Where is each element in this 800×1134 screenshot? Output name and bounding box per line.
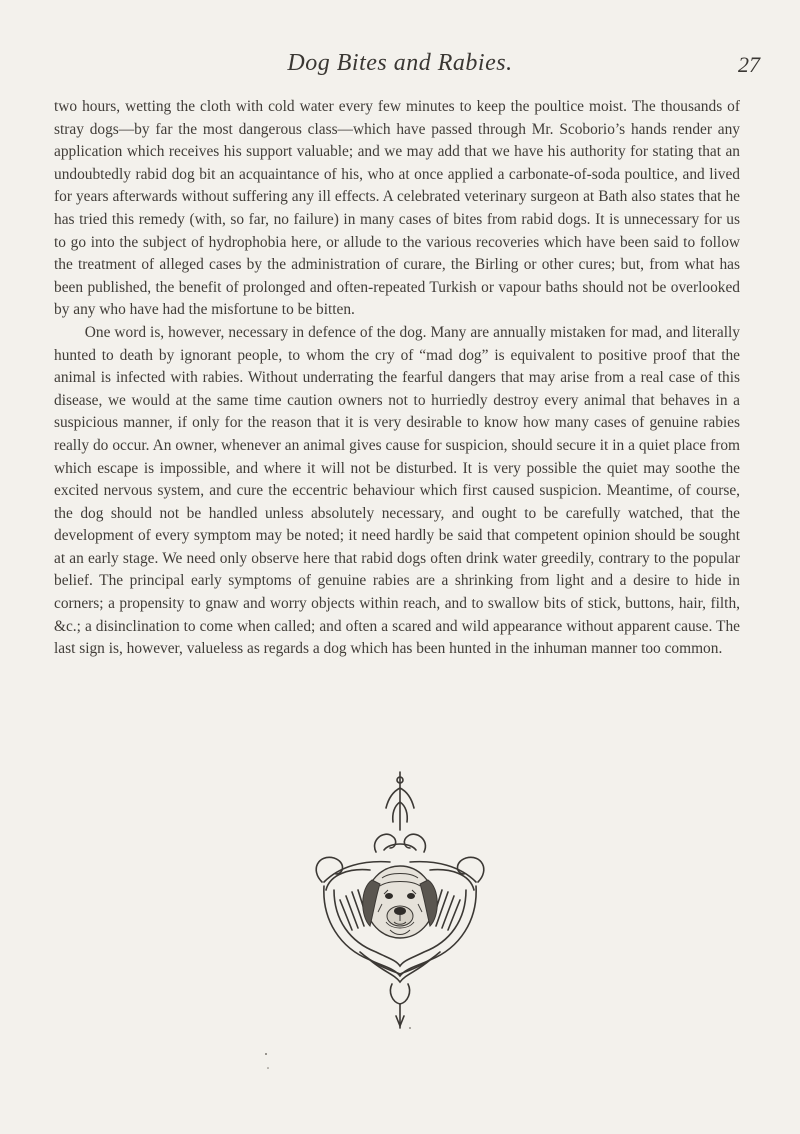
- dog-head-tailpiece-ornament: [300, 770, 500, 1030]
- page-header: [0, 50, 800, 86]
- paragraph-2: One word is, however, necessary in defence of the dog. Many are annually mistaken for mad, and literally hunted to death by ignorant people, to whom the cry of “mad dog” is equivalent to positive proof that the animal is infected with rabies. Without underrating the fearful dangers that may arise from a real case of this disease, we would at the same time caution owners not to hurriedly destroy every animal that behaves in a suspicious manner, if only for the reason that it is very desirable to know how many cases of genuine rabies really do occur. An owner, whenever an animal gives cause for suspicion, should secure it in a quiet place from which escape is impossible, and where it will not be disturbed. It is very possible the quiet may soothe the excited nervous system, and cure the eccentric behaviour which first caused suspicion. Meantime, of course, the dog should not be handled unless absolutely necessary, and ought to be carefully watched, that the development of every symptom may be noted; it need hardly be said that competent opinion should be sought at an early stage. We need only observe here that rabid dogs often drink water greedily, contrary to the popular belief. The principal early symptoms of genuine rabies are a shrinking from light and a desire to hide in corners; a propensity to gnaw and worry objects within reach, and to swallow bits of stick, buttons, hair, filth, &c.; a disinclination to come when called; and often a scared and wild appearance without apparent cause. The last sign is, however, valueless as regards a dog which has been hunted in the inhuman manner too common.: [54, 323, 740, 658]
- page-number: 27: [738, 52, 760, 77]
- running-title: Dog Bites and Rabies.: [287, 50, 513, 76]
- paragraph-1: two hours, wetting the cloth with cold water every few minutes to keep the poultice moist. The thousands of stray dogs—by far the most dangerous class—which have passed through Mr. Scoborio’s hands render any application which receives his support valuable; and we may add that we have his authority for stating that an undoubtedly rabid dog bit an acquaintance of his, who at once applied a carbonate-of-soda poultice, and lived for years afterwards without suffering any ill effects. A celebrated veterinary surgeon at Bath also states that he has tried this remedy (with, so far, no failure) in many cases of bites from rabid dogs. It is unnecessary for us to go into the subject of hydrophobia here, or allude to the various recoveries which have been said to follow the treatment of alleged cases by the administration of curare, the Birling or other cures; but, from what has been published, the benefit of prolonged and often-repeated Turkish or vapour baths should not be overlooked by any who have had the misfortune to be bitten.: [54, 98, 740, 319]
- body-text: [54, 96, 740, 661]
- dog-head-icon: [363, 866, 438, 938]
